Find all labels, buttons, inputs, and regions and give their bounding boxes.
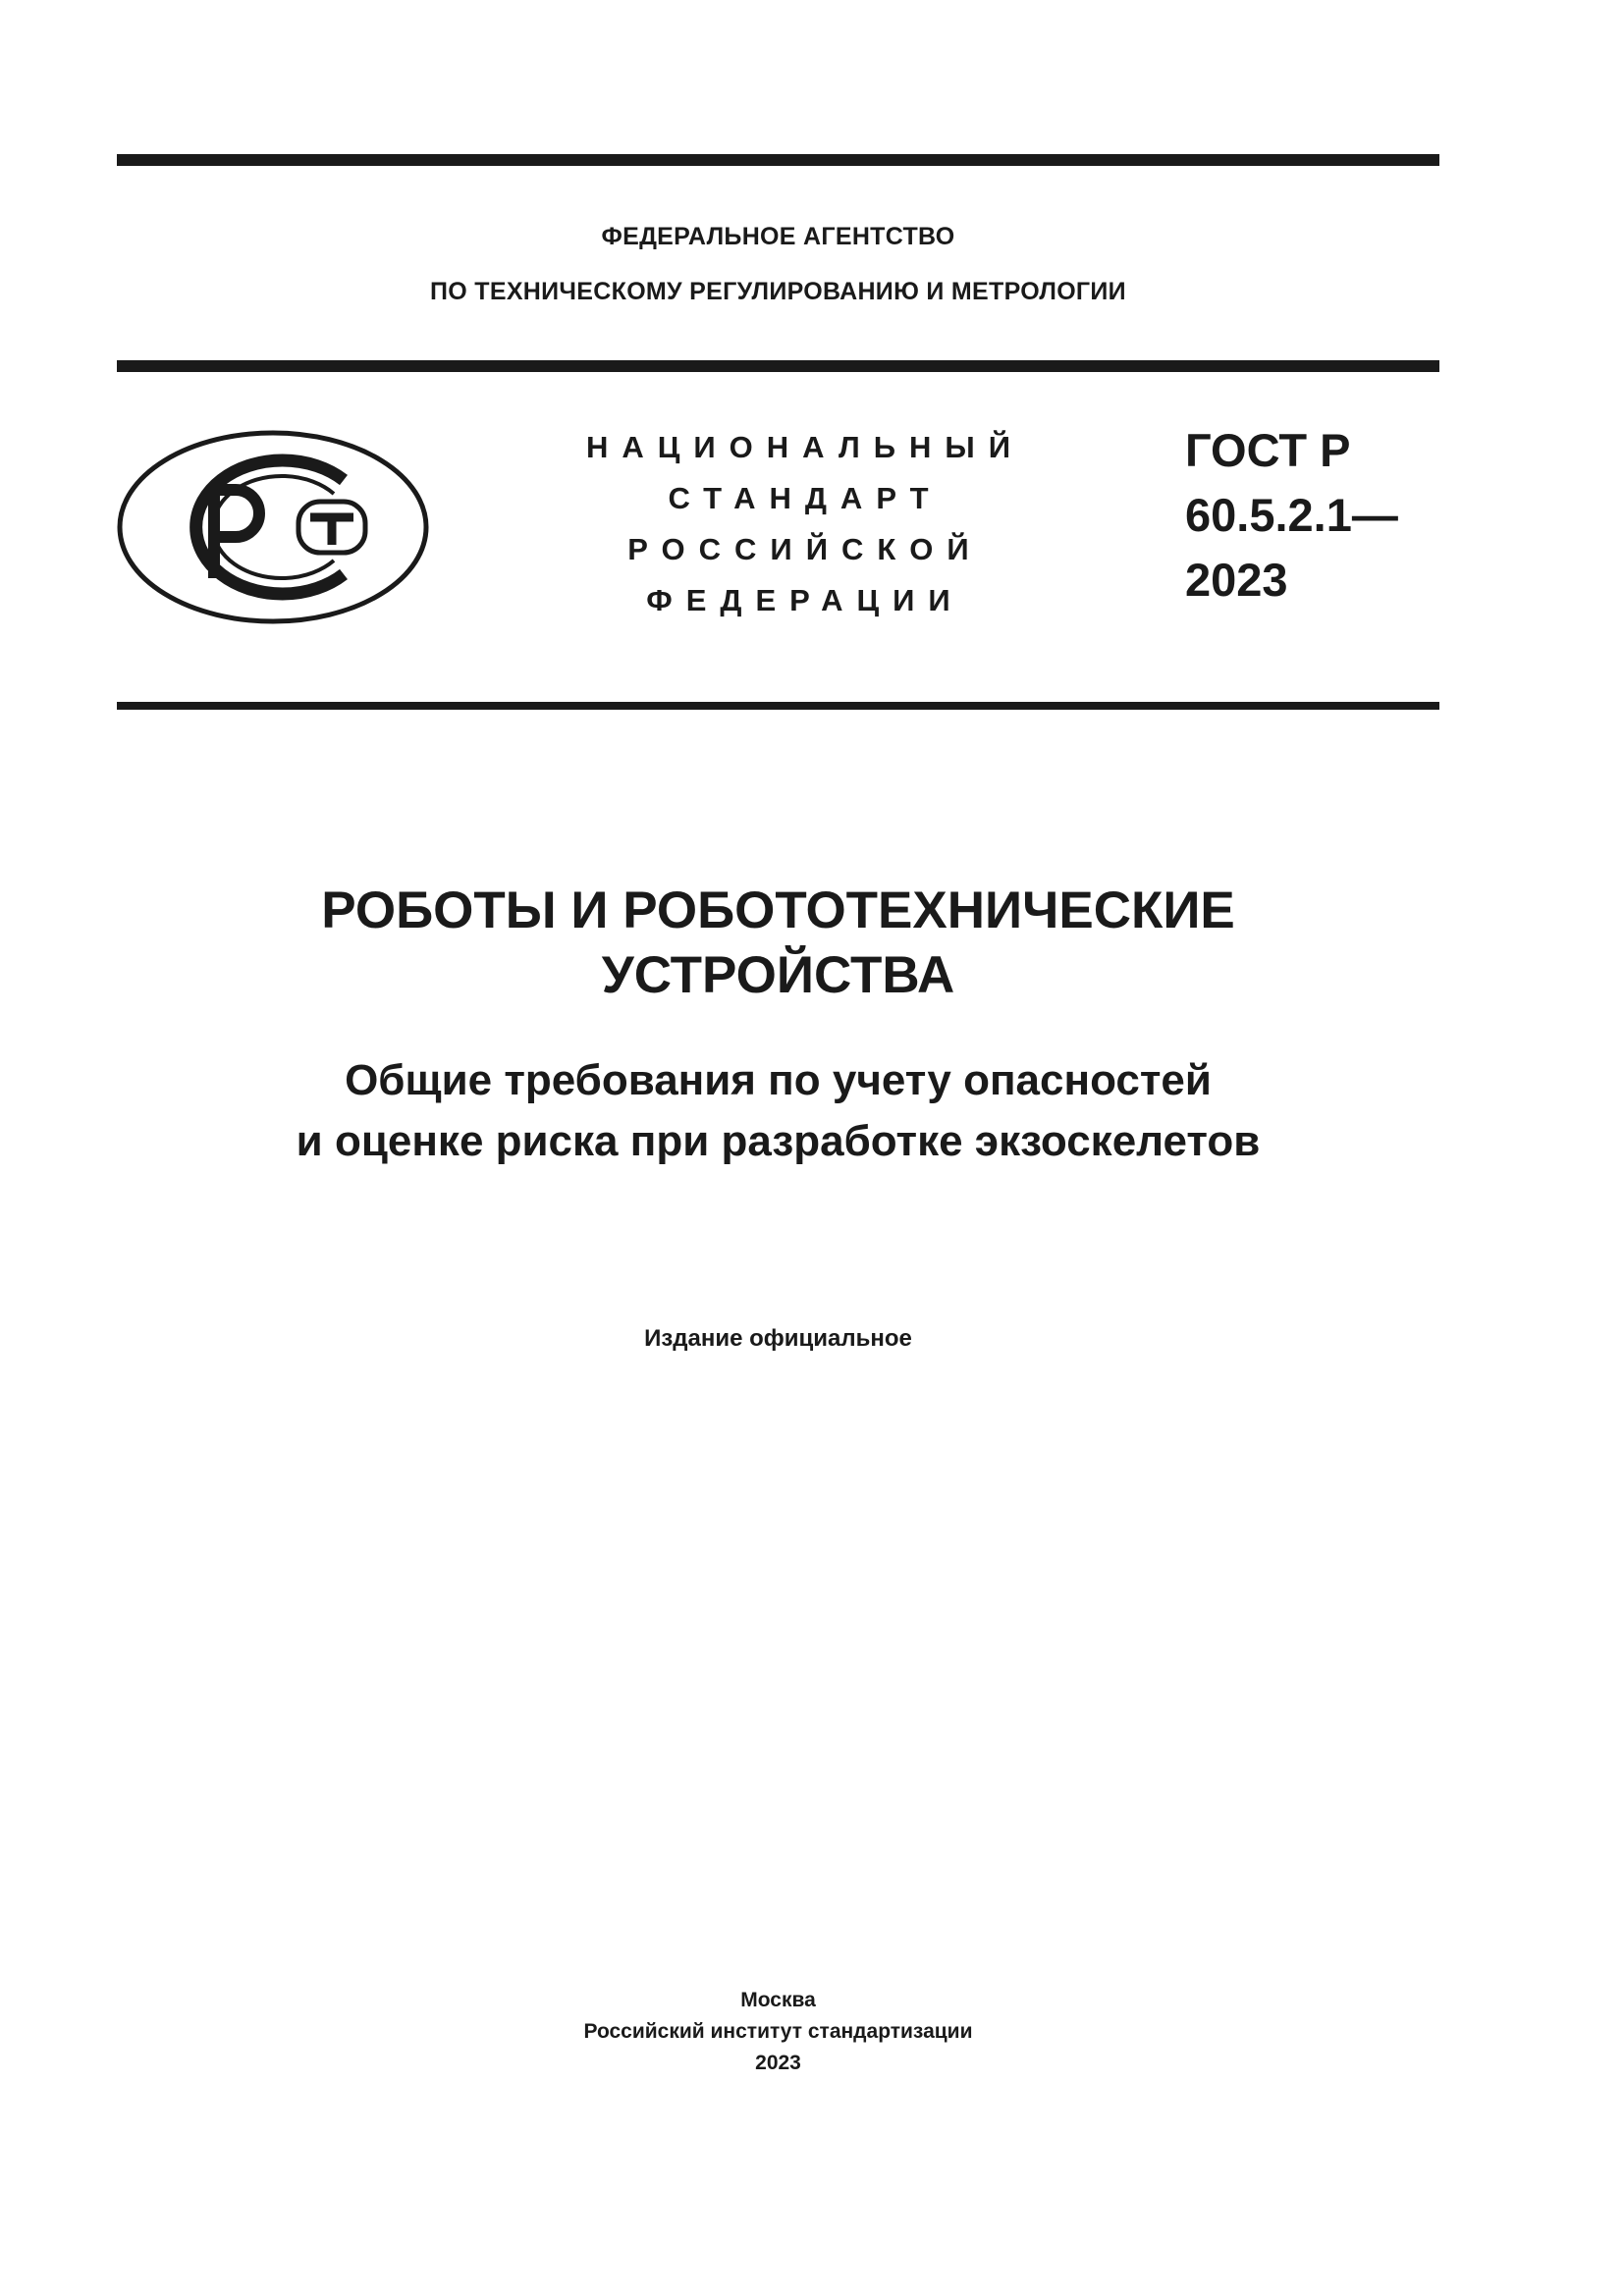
document-title	[117, 879, 1439, 1008]
standard-type-line4: ФЕДЕРАЦИИ	[646, 583, 964, 617]
standard-designation	[1185, 418, 1398, 613]
bottom-rule	[117, 702, 1439, 710]
title-line1: РОБОТЫ И РОБОТОТЕХНИЧЕСКИЕ	[321, 881, 1235, 939]
rst-certification-mark-icon	[116, 429, 430, 625]
agency-name-line1: ФЕДЕРАЛЬНОЕ АГЕНТСТВО	[601, 223, 955, 250]
subtitle-line2: и оценке риска при разработке экзоскелетов	[296, 1117, 1261, 1165]
designation-line3: 2023	[1185, 554, 1288, 606]
standard-type-block	[569, 422, 1041, 626]
standard-type-line1: НАЦИОНАЛЬНЫЙ	[585, 430, 1025, 464]
document-subtitle	[117, 1050, 1439, 1172]
designation-line2: 60.5.2.1—	[1185, 489, 1398, 541]
designation-line1: ГОСТ Р	[1185, 424, 1351, 476]
imprint-publisher: Российский институт стандартизации	[583, 2020, 973, 2043]
imprint-city: Москва	[740, 1989, 816, 2011]
subtitle-line1: Общие требования по учету опасностей	[345, 1056, 1212, 1104]
agency-name-line2: ПО ТЕХНИЧЕСКОМУ РЕГУЛИРОВАНИЮ И МЕТРОЛОГИИ	[430, 278, 1126, 305]
top-rule	[117, 154, 1439, 166]
middle-rule	[117, 360, 1439, 372]
imprint-year: 2023	[755, 2052, 801, 2074]
title-line2: УСТРОЙСТВА	[601, 946, 955, 1004]
imprint-block	[117, 1985, 1439, 2079]
edition-note: Издание официальное	[644, 1325, 912, 1352]
standard-type-line2: СТАНДАРТ	[668, 481, 943, 515]
standard-type-line3: РОССИЙСКОЙ	[627, 532, 983, 566]
